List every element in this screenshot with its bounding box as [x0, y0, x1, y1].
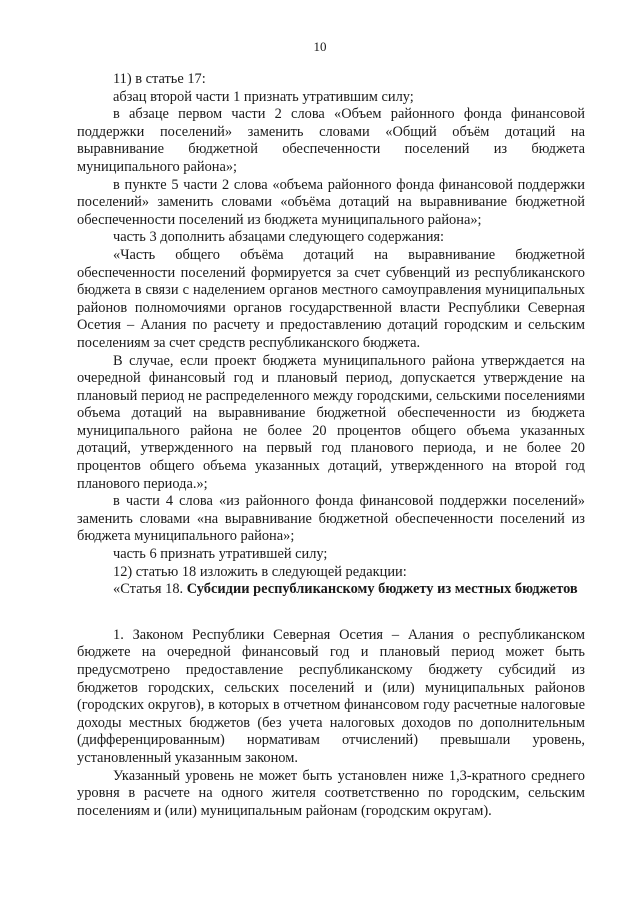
paragraph: В случае, если проект бюджета муниципального района утверждается на очередной финансовый год и плановый период, допускается утверждение на плановый период не распределенного между городскими, сельскими поселениями объема дотаций на выравнивание бюджетной обеспеченности из бюджета муниципального района не более 20 процентов общего объема указанных дотаций, утвержденного на первый год планового периода, и не более 20 процентов общего объема указанных дотаций, утвержденного на второй год планового периода.»; [77, 352, 585, 492]
article-heading [77, 581, 585, 599]
document-body [77, 71, 585, 820]
article-title: Субсидии республиканскому бюджету из местных бюджетов [186, 581, 578, 598]
paragraph: 12) статью 18 изложить в следующей редакции: [113, 563, 407, 580]
paragraph: 11) в статье 17: [113, 71, 206, 87]
paragraph: Указанный уровень не может быть установлен ниже 1,3-кратного среднего уровня в расчете на одного жителя соответственно по городским, сельским поселениям и (или) муниципальным районам (городским округам). [77, 767, 585, 819]
paragraph: 1. Законом Республики Северная Осетия – Алания о республиканском бюджете на очередной финансовый год и плановый период может быть предусмотрено предоставление республиканскому бюджету субсидий из бюджетов городских, сельских поселений и (или) муниципальных районов (городских округов), в которых в отчетном финансовом году расчетные налоговые доходы местных бюджетов (без учета налоговых доходов по дополнительным (дифференцированным) нормативам отчислений) превышали уровень, установленный указанным законом. [77, 626, 585, 766]
paragraph: часть 3 дополнить абзацами следующего содержания: [113, 229, 445, 246]
paragraph: в части 4 слова «из районного фонда финансовой поддержки поселений» заменить словами «на выравнивание бюджетной обеспеченности поселений из бюджета муниципального района»; [77, 493, 585, 545]
paragraph: «Часть общего объёма дотаций на выравнивание бюджетной обеспеченности поселений формируется за счет субвенций из республиканского бюджета в связи с наделением органов местного самоуправления муниципальных районов полномочиями органов государственной власти Республики Северная Осетия – Алания по расчету и предоставлению дотаций городским и сельским поселениям за счет средств республиканского бюджета. [77, 246, 585, 351]
paragraph: в абзаце первом части 2 слова «Объем районного фонда финансовой поддержки поселений» заменить словами «Общий объём дотаций на выравнивание бюджетной обеспеченности поселений из бюджета муниципального района»; [77, 106, 585, 175]
paragraph: абзац второй части 1 признать утратившим силу; [113, 88, 414, 105]
page-number: 10 [313, 39, 327, 54]
paragraph: в пункте 5 части 2 слова «объема районного фонда финансовой поддержки поселений» заменить словами «объёма дотаций на выравнивание бюджетной обеспеченности поселений из бюджета муниципального района»; [77, 176, 585, 228]
article-number: «Статья 18. [113, 581, 187, 598]
paragraph: часть 6 признать утратившей силу; [113, 546, 328, 563]
